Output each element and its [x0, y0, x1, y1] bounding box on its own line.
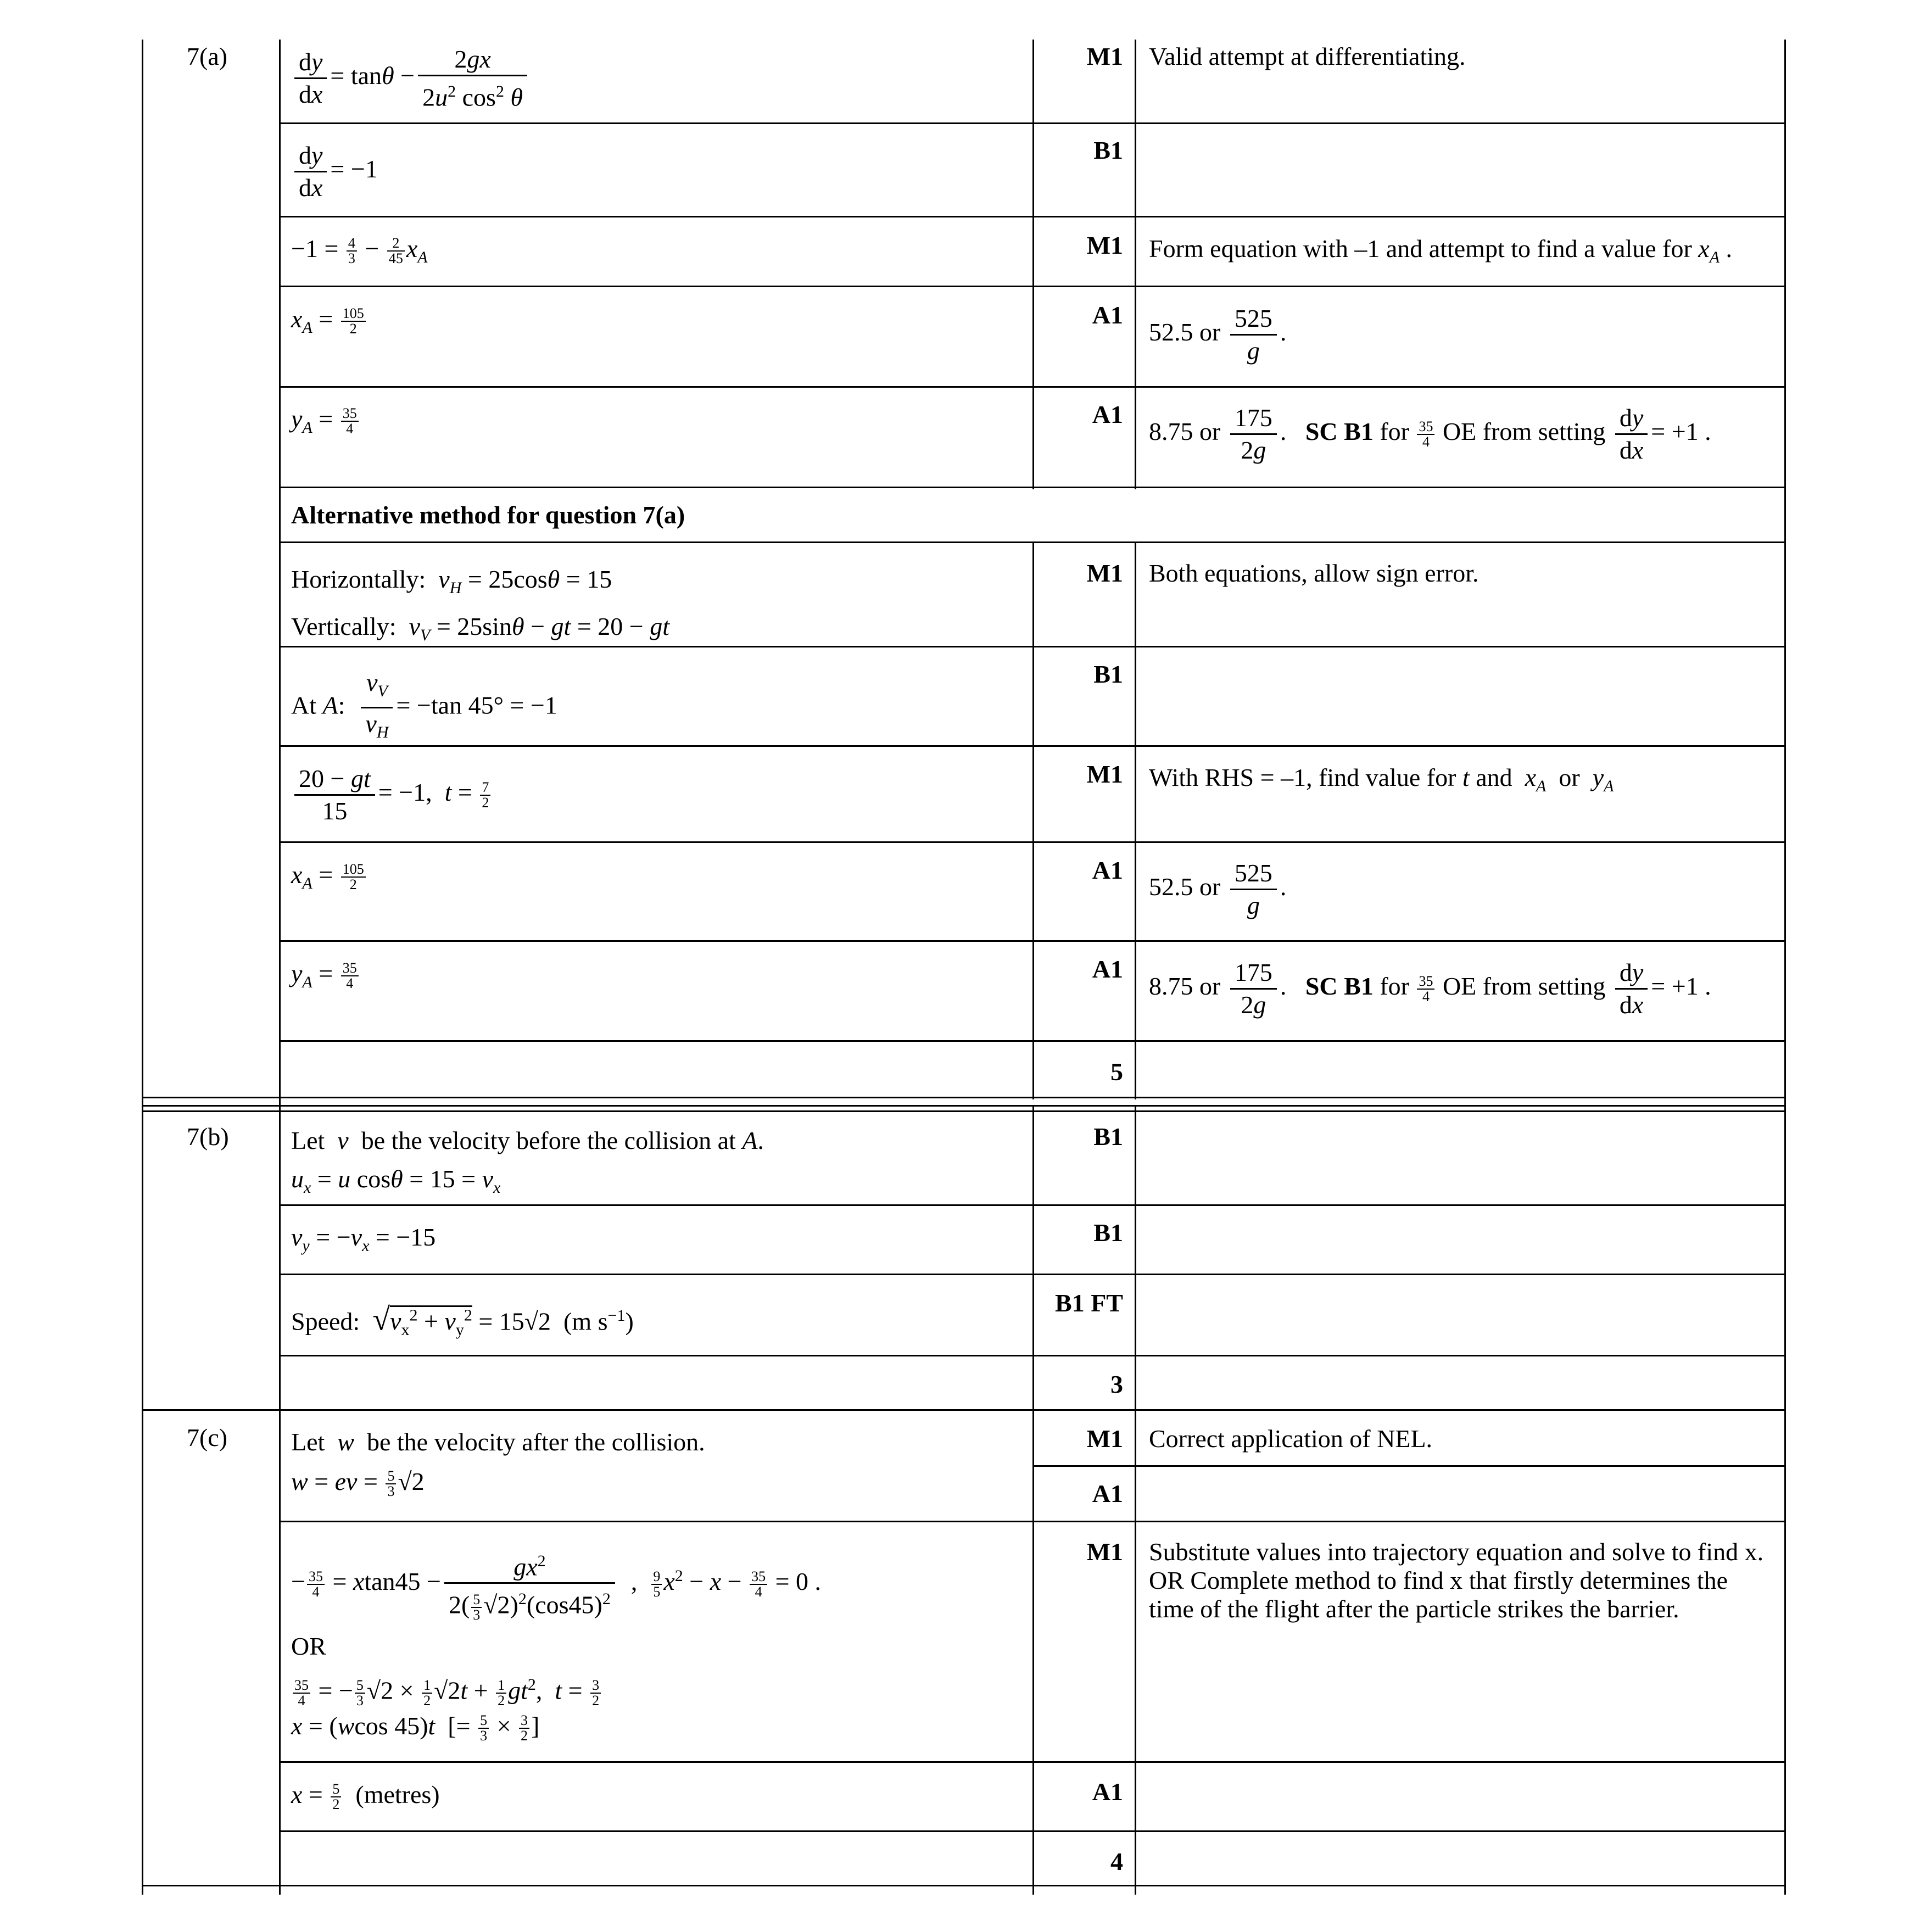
mark-code: M1	[1086, 231, 1123, 259]
question-label: 7(c)	[187, 1423, 228, 1451]
row-divider	[279, 1761, 1786, 1763]
column-divider-marks	[1135, 40, 1136, 489]
row-divider	[279, 541, 1786, 543]
mark-code: B1	[1093, 1123, 1123, 1151]
guidance-note: Correct application of NEL.	[1149, 1425, 1433, 1453]
working-velocity-after: Let w be the velocity after the collision. w = ev = $\frac{5}{3}$ √2	[291, 1428, 705, 1500]
total-marks: 3	[1110, 1370, 1123, 1398]
row-divider	[279, 487, 1786, 488]
working-differentiation: $\frac{dy}{dx}$ = tanθ − $\frac{2gx}{2u^2 \cos^2 \theta}$	[291, 44, 531, 113]
row-divider	[279, 1830, 1786, 1832]
alternative-method-heading: Alternative method for question 7(a)	[291, 501, 685, 529]
section-divider	[142, 1105, 1786, 1107]
total-marks: 4	[1110, 1847, 1123, 1875]
row-divider	[279, 1274, 1786, 1275]
working-ya: $y_A$ = $\frac{35}{4}$	[291, 958, 360, 998]
question-label: 7(b)	[187, 1123, 229, 1151]
guidance-note: 8.75 or $\frac{175}{2g}$ . SC B1 for $\frac{35}{4}$ OE from setting $\frac{dy}{dx}$ = +1 .	[1149, 404, 1711, 464]
table-left-border	[142, 40, 143, 1895]
question-label: 7(a)	[187, 42, 228, 70]
working-time-alt: $\frac{35}{4}$ = − $\frac{5}{3}$ √2 × $\frac{1}{2}$ √2t + $\frac{1}{2}$ $gt^2$, t = $\frac{3}{2}$	[291, 1669, 602, 1708]
row-divider	[1032, 1465, 1786, 1467]
guidance-note: 52.5 or $\frac{525}{g}$ .	[1149, 859, 1287, 919]
column-divider-question	[279, 40, 281, 1895]
row-divider	[279, 841, 1786, 843]
row-divider	[279, 286, 1786, 287]
working-time: $\frac{20 - gt}{15}$ = −1, t = $\frac{7}{2}$	[291, 763, 492, 827]
mark-code: M1	[1086, 760, 1123, 788]
working-speed: Speed: $√v_x^2 + v_y^2 = 15√2$ (m $s^{-1}$)	[291, 1301, 634, 1339]
working-x-final: x = $\frac{5}{2}$ (metres)	[291, 1780, 440, 1813]
guidance-note: Valid attempt at differentiating.	[1149, 42, 1466, 70]
row-divider	[279, 122, 1786, 124]
mark-code: A1	[1092, 856, 1123, 884]
mark-code: M1	[1086, 1425, 1123, 1453]
row-divider	[279, 216, 1786, 217]
mark-code: A1	[1092, 400, 1123, 428]
working-equation: −1 = $\frac{4}{3}$ − $\frac{2}{45}$ $x_A$	[291, 234, 428, 267]
working-xa: $x_A$ = $\frac{105}{2}$	[291, 304, 367, 343]
working-ratio: At A: $\frac{v_V}{v_H}$ = −tan 45° = −1	[291, 668, 557, 742]
working-ya: $y_A$ = $\frac{35}{4}$	[291, 404, 360, 443]
table-right-border	[1784, 40, 1786, 1895]
row-divider	[279, 386, 1786, 388]
working-x-alt: x = (wcos 45)t [= $\frac{5}{3}$ × $\frac{3}{2}$ ]	[291, 1712, 540, 1744]
row-divider	[279, 1040, 1786, 1042]
section-divider	[142, 1409, 1786, 1411]
or-label: OR	[291, 1632, 326, 1660]
mark-code: B1	[1093, 1219, 1123, 1247]
guidance-note: Substitute values into trajectory equation and solve to find x. OR Complete method to find x that firstly determines the time of the flight after the particle strikes the barrier.	[1149, 1538, 1764, 1623]
mark-code: B1 FT	[1055, 1289, 1123, 1317]
working-vy: $v_y = -v_x = -15$	[291, 1223, 436, 1255]
guidance-note: Form equation with –1 and attempt to find a value for $x_A$ .	[1149, 234, 1733, 267]
mark-code: A1	[1092, 955, 1123, 983]
mark-code: A1	[1092, 1479, 1123, 1507]
mark-code: B1	[1093, 136, 1123, 164]
row-divider	[279, 1521, 1786, 1522]
mark-code: M1	[1086, 1538, 1123, 1566]
column-divider-marks	[1135, 1107, 1136, 1895]
total-marks: 5	[1110, 1058, 1123, 1086]
working-gradient: $\frac{dy}{dx}$ = −1	[291, 140, 378, 203]
working-components: Horizontally: $v_H = 25\cos\theta = 15$ Vertically: $v_V = 25\sin\theta$ − gt = 20 − gt	[291, 565, 669, 645]
column-divider-answer	[1032, 541, 1034, 1099]
guidance-note: Both equations, allow sign error.	[1149, 559, 1479, 587]
table-bottom-border	[142, 1885, 1786, 1886]
section-divider	[142, 1097, 1786, 1098]
section-divider	[142, 1110, 1786, 1112]
working-trajectory: − $\frac{35}{4}$ = xtan45 − $gx^2$ 2( $\frac{5}{3}$ $√2)^2(\cos 45)^2$ , $\frac{9}{5}$ $x^2 - x$ − $\frac{35}{4}$ = 0 .	[291, 1546, 821, 1622]
guidance-note: 8.75 or $\frac{175}{2g}$ . SC B1 for $\frac{35}{4}$ OE from setting $\frac{dy}{dx}$ = +1 .	[1149, 958, 1711, 1019]
column-divider-marks	[1135, 541, 1136, 1099]
guidance-note: With RHS = –1, find value for t and $x_A$ or $y_A$	[1149, 763, 1614, 796]
working-velocity-before: Let v be the velocity before the collision at A. $u_x = u$ $\cos\theta = 15 = v_x$	[291, 1126, 764, 1197]
mark-code: A1	[1092, 301, 1123, 329]
guidance-note: 52.5 or $\frac{525}{g}$ .	[1149, 304, 1287, 365]
mark-code: B1	[1093, 660, 1123, 688]
mark-code: M1	[1086, 42, 1123, 70]
mark-code: M1	[1086, 559, 1123, 587]
row-divider	[279, 1355, 1786, 1356]
row-divider	[279, 940, 1786, 942]
working-xa: $x_A$ = $\frac{105}{2}$	[291, 859, 367, 899]
mark-code: A1	[1092, 1778, 1123, 1806]
